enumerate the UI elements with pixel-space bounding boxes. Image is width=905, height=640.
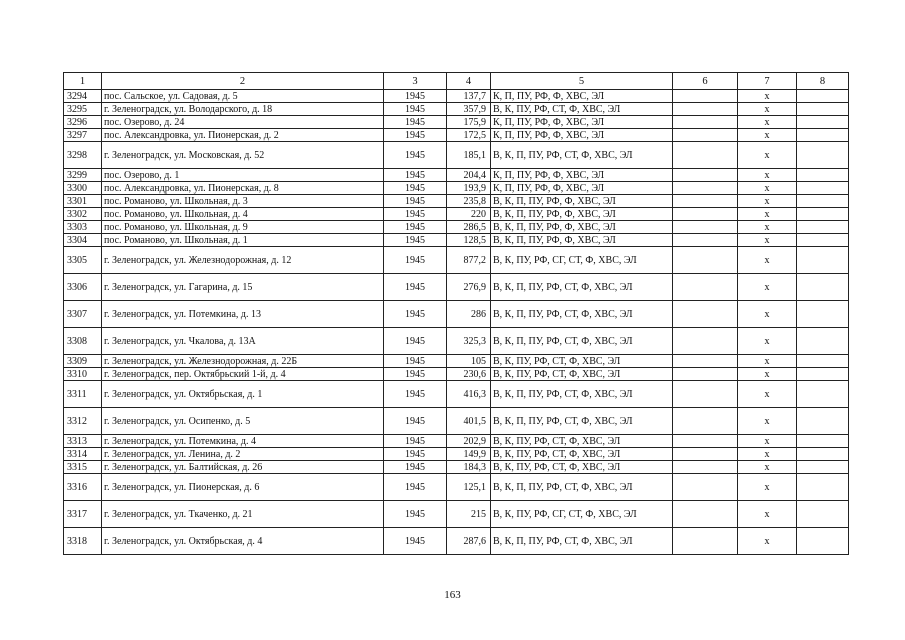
systems-cell: В, К, П, ПУ, РФ, Ф, ХВС, ЭЛ <box>491 208 673 221</box>
col6-cell <box>673 328 738 355</box>
row-number: 3303 <box>64 221 102 234</box>
area-cell: 325,3 <box>447 328 491 355</box>
col8-cell <box>797 274 849 301</box>
systems-cell: В, К, П, ПУ, РФ, Ф, ХВС, ЭЛ <box>491 195 673 208</box>
col6-cell <box>673 90 738 103</box>
col6-cell <box>673 195 738 208</box>
table-row <box>64 301 849 328</box>
row-number: 3298 <box>64 142 102 169</box>
address-cell: пос. Романово, ул. Школьная, д. 9 <box>102 221 384 234</box>
address-cell: г. Зеленоградск, ул. Октябрьская, д. 1 <box>102 381 384 408</box>
address-cell: пос. Озерово, д. 24 <box>102 116 384 129</box>
address-cell: г. Зеленоградск, ул. Володарского, д. 18 <box>102 103 384 116</box>
mark-cell: x <box>738 234 797 247</box>
area-cell: 128,5 <box>447 234 491 247</box>
col8-cell <box>797 116 849 129</box>
area-cell: 125,1 <box>447 474 491 501</box>
area-cell: 193,9 <box>447 182 491 195</box>
col6-cell <box>673 368 738 381</box>
row-number: 3317 <box>64 501 102 528</box>
col6-cell <box>673 301 738 328</box>
table-row <box>64 461 849 474</box>
year-cell: 1945 <box>384 208 447 221</box>
column-header: 8 <box>797 73 849 90</box>
systems-cell: В, К, П, ПУ, РФ, СТ, Ф, ХВС, ЭЛ <box>491 328 673 355</box>
systems-cell: В, К, ПУ, РФ, СГ, СТ, Ф, ХВС, ЭЛ <box>491 501 673 528</box>
col8-cell <box>797 528 849 555</box>
table-row <box>64 448 849 461</box>
area-cell: 286 <box>447 301 491 328</box>
area-cell: 416,3 <box>447 381 491 408</box>
address-cell: г. Зеленоградск, ул. Ткаченко, д. 21 <box>102 501 384 528</box>
col6-cell <box>673 247 738 274</box>
systems-cell: В, К, П, ПУ, РФ, Ф, ХВС, ЭЛ <box>491 234 673 247</box>
address-cell: г. Зеленоградск, ул. Железнодорожная, д. 22Б <box>102 355 384 368</box>
row-number: 3318 <box>64 528 102 555</box>
area-cell: 215 <box>447 501 491 528</box>
address-cell: пос. Сальское, ул. Садовая, д. 5 <box>102 90 384 103</box>
table-row <box>64 274 849 301</box>
mark-cell: x <box>738 301 797 328</box>
row-number: 3307 <box>64 301 102 328</box>
column-header: 4 <box>447 73 491 90</box>
row-number: 3316 <box>64 474 102 501</box>
area-cell: 172,5 <box>447 129 491 142</box>
col8-cell <box>797 435 849 448</box>
area-cell: 286,5 <box>447 221 491 234</box>
table-header-row <box>64 73 849 90</box>
year-cell: 1945 <box>384 274 447 301</box>
year-cell: 1945 <box>384 169 447 182</box>
area-cell: 401,5 <box>447 408 491 435</box>
table-row <box>64 474 849 501</box>
col8-cell <box>797 234 849 247</box>
table-row <box>64 247 849 274</box>
col6-cell <box>673 208 738 221</box>
col6-cell <box>673 435 738 448</box>
address-cell: пос. Александровка, ул. Пионерская, д. 2 <box>102 129 384 142</box>
year-cell: 1945 <box>384 408 447 435</box>
mark-cell: x <box>738 274 797 301</box>
systems-cell: В, К, П, ПУ, РФ, СТ, Ф, ХВС, ЭЛ <box>491 381 673 408</box>
year-cell: 1945 <box>384 234 447 247</box>
col8-cell <box>797 90 849 103</box>
col8-cell <box>797 169 849 182</box>
mark-cell: x <box>738 528 797 555</box>
col6-cell <box>673 103 738 116</box>
mark-cell: x <box>738 142 797 169</box>
area-cell: 230,6 <box>447 368 491 381</box>
year-cell: 1945 <box>384 116 447 129</box>
systems-cell: В, К, ПУ, РФ, СТ, Ф, ХВС, ЭЛ <box>491 448 673 461</box>
area-cell: 877,2 <box>447 247 491 274</box>
table-row <box>64 528 849 555</box>
address-cell: пос. Озерово, д. 1 <box>102 169 384 182</box>
mark-cell: x <box>738 474 797 501</box>
area-cell: 184,3 <box>447 461 491 474</box>
address-cell: г. Зеленоградск, ул. Ленина, д. 2 <box>102 448 384 461</box>
table-row <box>64 435 849 448</box>
col8-cell <box>797 474 849 501</box>
year-cell: 1945 <box>384 328 447 355</box>
address-cell: г. Зеленоградск, ул. Пионерская, д. 6 <box>102 474 384 501</box>
address-cell: г. Зеленоградск, ул. Осипенко, д. 5 <box>102 408 384 435</box>
table-row <box>64 182 849 195</box>
housing-registry-table <box>63 72 849 555</box>
systems-cell: В, К, П, ПУ, РФ, Ф, ХВС, ЭЛ <box>491 221 673 234</box>
column-header: 2 <box>102 73 384 90</box>
col8-cell <box>797 355 849 368</box>
col8-cell <box>797 448 849 461</box>
area-cell: 137,7 <box>447 90 491 103</box>
systems-cell: В, К, ПУ, РФ, СТ, Ф, ХВС, ЭЛ <box>491 355 673 368</box>
systems-cell: В, К, П, ПУ, РФ, СТ, Ф, ХВС, ЭЛ <box>491 142 673 169</box>
col8-cell <box>797 461 849 474</box>
systems-cell: В, К, ПУ, РФ, СТ, Ф, ХВС, ЭЛ <box>491 461 673 474</box>
col6-cell <box>673 221 738 234</box>
row-number: 3309 <box>64 355 102 368</box>
row-number: 3296 <box>64 116 102 129</box>
year-cell: 1945 <box>384 247 447 274</box>
row-number: 3304 <box>64 234 102 247</box>
address-cell: г. Зеленоградск, ул. Железнодорожная, д. 12 <box>102 247 384 274</box>
row-number: 3305 <box>64 247 102 274</box>
mark-cell: x <box>738 448 797 461</box>
area-cell: 149,9 <box>447 448 491 461</box>
table-row <box>64 328 849 355</box>
col8-cell <box>797 103 849 116</box>
column-header: 6 <box>673 73 738 90</box>
area-cell: 204,4 <box>447 169 491 182</box>
area-cell: 175,9 <box>447 116 491 129</box>
year-cell: 1945 <box>384 90 447 103</box>
year-cell: 1945 <box>384 461 447 474</box>
col8-cell <box>797 247 849 274</box>
col8-cell <box>797 129 849 142</box>
year-cell: 1945 <box>384 435 447 448</box>
area-cell: 220 <box>447 208 491 221</box>
address-cell: пос. Романово, ул. Школьная, д. 1 <box>102 234 384 247</box>
systems-cell: В, К, П, ПУ, РФ, СТ, Ф, ХВС, ЭЛ <box>491 408 673 435</box>
year-cell: 1945 <box>384 474 447 501</box>
address-cell: пос. Романово, ул. Школьная, д. 4 <box>102 208 384 221</box>
row-number: 3308 <box>64 328 102 355</box>
table-row <box>64 116 849 129</box>
address-cell: г. Зеленоградск, ул. Гагарина, д. 15 <box>102 274 384 301</box>
row-number: 3306 <box>64 274 102 301</box>
col8-cell <box>797 501 849 528</box>
page-number: 163 <box>444 589 461 601</box>
col8-cell <box>797 328 849 355</box>
col6-cell <box>673 182 738 195</box>
column-header: 1 <box>64 73 102 90</box>
col8-cell <box>797 221 849 234</box>
column-header: 5 <box>491 73 673 90</box>
col8-cell <box>797 195 849 208</box>
address-cell: пос. Романово, ул. Школьная, д. 3 <box>102 195 384 208</box>
year-cell: 1945 <box>384 195 447 208</box>
col8-cell <box>797 368 849 381</box>
mark-cell: x <box>738 221 797 234</box>
column-header: 3 <box>384 73 447 90</box>
row-number: 3311 <box>64 381 102 408</box>
mark-cell: x <box>738 501 797 528</box>
row-number: 3302 <box>64 208 102 221</box>
systems-cell: В, К, ПУ, РФ, СТ, Ф, ХВС, ЭЛ <box>491 435 673 448</box>
table-row <box>64 234 849 247</box>
table-row <box>64 169 849 182</box>
mark-cell: x <box>738 195 797 208</box>
mark-cell: x <box>738 368 797 381</box>
systems-cell: В, К, П, ПУ, РФ, СТ, Ф, ХВС, ЭЛ <box>491 474 673 501</box>
systems-cell: К, П, ПУ, РФ, Ф, ХВС, ЭЛ <box>491 90 673 103</box>
col8-cell <box>797 381 849 408</box>
systems-cell: В, К, ПУ, РФ, СТ, Ф, ХВС, ЭЛ <box>491 103 673 116</box>
row-number: 3301 <box>64 195 102 208</box>
table-row <box>64 368 849 381</box>
table-row <box>64 408 849 435</box>
mark-cell: x <box>738 461 797 474</box>
row-number: 3294 <box>64 90 102 103</box>
table-row <box>64 501 849 528</box>
address-cell: г. Зеленоградск, ул. Потемкина, д. 13 <box>102 301 384 328</box>
mark-cell: x <box>738 381 797 408</box>
row-number: 3310 <box>64 368 102 381</box>
col8-cell <box>797 301 849 328</box>
col6-cell <box>673 274 738 301</box>
mark-cell: x <box>738 408 797 435</box>
col6-cell <box>673 501 738 528</box>
mark-cell: x <box>738 169 797 182</box>
area-cell: 105 <box>447 355 491 368</box>
year-cell: 1945 <box>384 103 447 116</box>
year-cell: 1945 <box>384 301 447 328</box>
col8-cell <box>797 408 849 435</box>
year-cell: 1945 <box>384 129 447 142</box>
col6-cell <box>673 234 738 247</box>
systems-cell: В, К, ПУ, РФ, СТ, Ф, ХВС, ЭЛ <box>491 368 673 381</box>
systems-cell: К, П, ПУ, РФ, Ф, ХВС, ЭЛ <box>491 169 673 182</box>
area-cell: 276,9 <box>447 274 491 301</box>
col6-cell <box>673 169 738 182</box>
systems-cell: В, К, П, ПУ, РФ, СТ, Ф, ХВС, ЭЛ <box>491 274 673 301</box>
mark-cell: x <box>738 247 797 274</box>
column-header: 7 <box>738 73 797 90</box>
row-number: 3295 <box>64 103 102 116</box>
area-cell: 202,9 <box>447 435 491 448</box>
area-cell: 357,9 <box>447 103 491 116</box>
year-cell: 1945 <box>384 381 447 408</box>
table-row <box>64 103 849 116</box>
col8-cell <box>797 208 849 221</box>
row-number: 3299 <box>64 169 102 182</box>
year-cell: 1945 <box>384 355 447 368</box>
table-row <box>64 208 849 221</box>
col6-cell <box>673 448 738 461</box>
table-row <box>64 195 849 208</box>
address-cell: г. Зеленоградск, ул. Чкалова, д. 13А <box>102 328 384 355</box>
systems-cell: К, П, ПУ, РФ, Ф, ХВС, ЭЛ <box>491 116 673 129</box>
col8-cell <box>797 182 849 195</box>
area-cell: 185,1 <box>447 142 491 169</box>
mark-cell: x <box>738 182 797 195</box>
systems-cell: К, П, ПУ, РФ, Ф, ХВС, ЭЛ <box>491 129 673 142</box>
table-row <box>64 221 849 234</box>
mark-cell: x <box>738 103 797 116</box>
row-number: 3312 <box>64 408 102 435</box>
row-number: 3313 <box>64 435 102 448</box>
row-number: 3315 <box>64 461 102 474</box>
table-row <box>64 381 849 408</box>
table-row <box>64 142 849 169</box>
row-number: 3314 <box>64 448 102 461</box>
col6-cell <box>673 129 738 142</box>
systems-cell: В, К, П, ПУ, РФ, СТ, Ф, ХВС, ЭЛ <box>491 528 673 555</box>
year-cell: 1945 <box>384 368 447 381</box>
mark-cell: x <box>738 435 797 448</box>
year-cell: 1945 <box>384 221 447 234</box>
year-cell: 1945 <box>384 501 447 528</box>
area-cell: 235,8 <box>447 195 491 208</box>
mark-cell: x <box>738 355 797 368</box>
mark-cell: x <box>738 116 797 129</box>
address-cell: г. Зеленоградск, ул. Октябрьская, д. 4 <box>102 528 384 555</box>
systems-cell: К, П, ПУ, РФ, Ф, ХВС, ЭЛ <box>491 182 673 195</box>
col6-cell <box>673 461 738 474</box>
mark-cell: x <box>738 90 797 103</box>
mark-cell: x <box>738 328 797 355</box>
mark-cell: x <box>738 208 797 221</box>
col6-cell <box>673 408 738 435</box>
year-cell: 1945 <box>384 142 447 169</box>
col8-cell <box>797 142 849 169</box>
col6-cell <box>673 381 738 408</box>
row-number: 3300 <box>64 182 102 195</box>
mark-cell: x <box>738 129 797 142</box>
area-cell: 287,6 <box>447 528 491 555</box>
table-row <box>64 129 849 142</box>
table-row <box>64 90 849 103</box>
systems-cell: В, К, ПУ, РФ, СГ, СТ, Ф, ХВС, ЭЛ <box>491 247 673 274</box>
address-cell: г. Зеленоградск, ул. Московская, д. 52 <box>102 142 384 169</box>
address-cell: г. Зеленоградск, ул. Потемкина, д. 4 <box>102 435 384 448</box>
systems-cell: В, К, П, ПУ, РФ, СТ, Ф, ХВС, ЭЛ <box>491 301 673 328</box>
col6-cell <box>673 116 738 129</box>
year-cell: 1945 <box>384 528 447 555</box>
col6-cell <box>673 474 738 501</box>
col6-cell <box>673 528 738 555</box>
year-cell: 1945 <box>384 182 447 195</box>
year-cell: 1945 <box>384 448 447 461</box>
address-cell: г. Зеленоградск, пер. Октябрьский 1-й, д. 4 <box>102 368 384 381</box>
row-number: 3297 <box>64 129 102 142</box>
address-cell: г. Зеленоградск, ул. Балтийская, д. 26 <box>102 461 384 474</box>
col6-cell <box>673 355 738 368</box>
table-row <box>64 355 849 368</box>
col6-cell <box>673 142 738 169</box>
address-cell: пос. Александровка, ул. Пионерская, д. 8 <box>102 182 384 195</box>
